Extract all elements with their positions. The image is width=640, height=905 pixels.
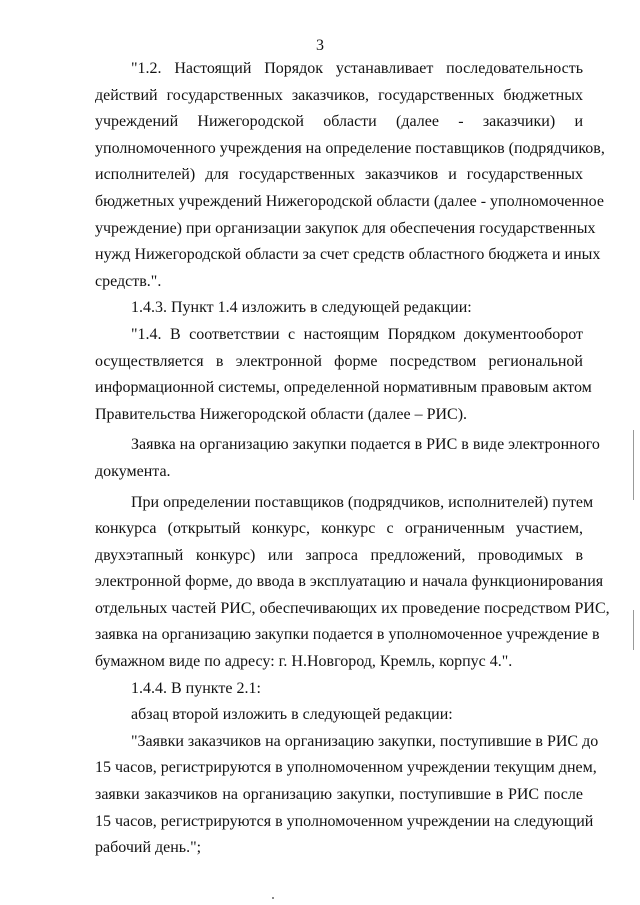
text-line: информационной системы, определенной нормативным правовым актом xyxy=(95,379,592,397)
text-line: абзац второй изложить в следующей редакции: xyxy=(131,706,453,724)
page-number: 3 xyxy=(316,37,324,54)
text-line: 15 часов, регистрируются в уполномоченном учреждении на следующий xyxy=(95,812,594,830)
text-line: заявки заказчиков на организацию закупки, поступившие в РИС после xyxy=(95,786,583,804)
text-line: действий государственных заказчиков, государственных бюджетных xyxy=(95,86,583,104)
text-line: При определении поставщиков (подрядчиков, исполнителей) путем xyxy=(131,493,594,511)
scan-dot xyxy=(272,897,274,899)
text-line: двухэтапный конкурс) или запроса предложений, проводимых в xyxy=(95,546,583,564)
text-line: бюджетных учреждений Нижегородской области (далее - уполномоченное xyxy=(95,192,604,210)
text-line: рабочий день."; xyxy=(95,839,202,857)
text-line: документа. xyxy=(95,462,171,480)
text-line: бумажном виде по адресу: г. Н.Новгород, Кремль, корпус 4.". xyxy=(95,653,513,671)
text-line: 15 часов, регистрируются в уполномоченном учреждении текущим днем, xyxy=(95,759,597,777)
text-line: конкурса (открытый конкурс, конкурс с ограниченным участием, xyxy=(95,520,583,538)
text-line: уполномоченного учреждения на определение поставщиков (подрядчиков, xyxy=(95,139,605,157)
text-line: отдельных частей РИС, обеспечивающих их проведение посредством РИС, xyxy=(95,599,610,617)
text-line: нужд Нижегородской области за счет средств областного бюджета и иных xyxy=(95,246,601,264)
text-line: исполнителей) для государственных заказчиков и государственных xyxy=(95,166,583,184)
text-line: 1.4.4. В пункте 2.1: xyxy=(131,679,261,697)
text-line: 1.4.3. Пункт 1.4 изложить в следующей редакции: xyxy=(131,299,472,317)
text-line: осуществляется в электронной форме посредством региональной xyxy=(95,352,583,370)
text-line: "Заявки заказчиков на организацию закупки, поступившие в РИС до xyxy=(131,732,599,750)
text-line: заявка на организацию закупки подается в уполномоченное учреждение в xyxy=(95,626,600,644)
text-line: учреждение) при организации закупок для обеспечения государственных xyxy=(95,219,596,237)
text-line: "1.4. В соответствии с настоящим Порядком документооборот xyxy=(131,325,583,343)
text-line: электронной форме, до ввода в эксплуатацию и начала функционирования xyxy=(95,573,604,591)
scan-edge-mark xyxy=(633,430,634,500)
text-line: "1.2. Настоящий Порядок устанавливает последовательность xyxy=(131,60,583,77)
text-line: учреждений Нижегородской области (далее - заказчики) и xyxy=(95,113,583,131)
text-line: Заявка на организацию закупки подается в РИС в виде электронного xyxy=(131,436,600,454)
scan-edge-mark xyxy=(633,610,634,650)
text-line: Правительства Нижегородской области (далее – РИС). xyxy=(95,405,468,423)
body-text xyxy=(95,56,610,862)
text-line: средств.". xyxy=(95,272,162,290)
